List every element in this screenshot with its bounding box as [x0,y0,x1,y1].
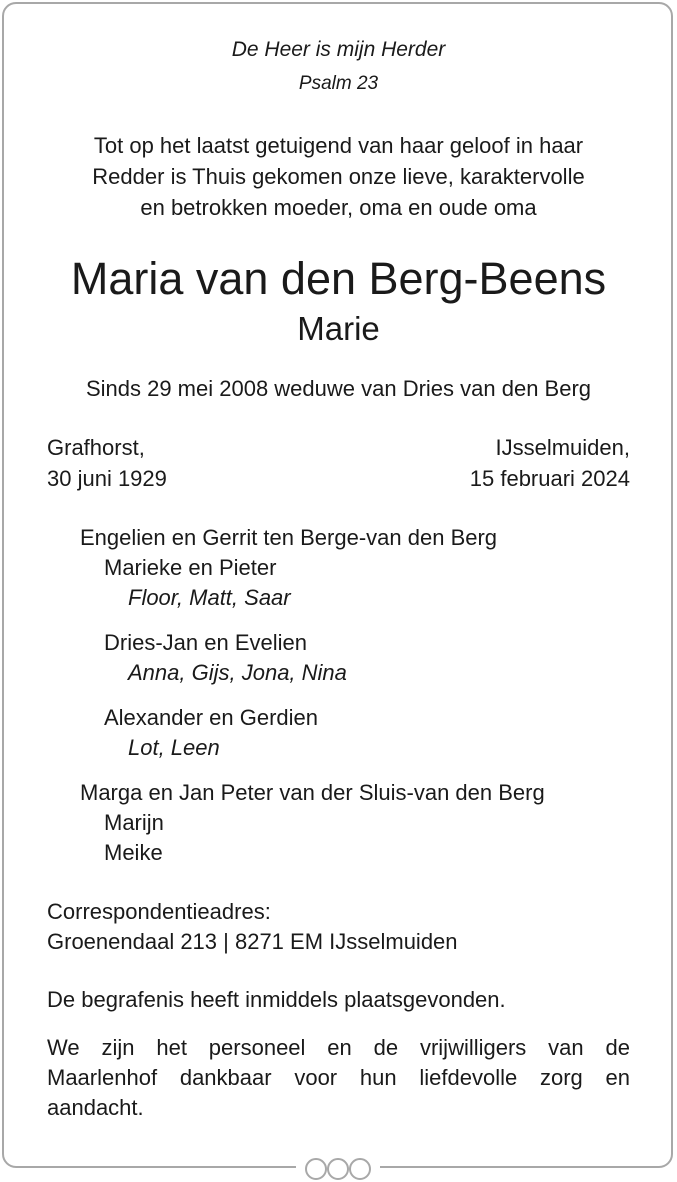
family-member: Marga en Jan Peter van der Sluis-van den Berg [80,780,545,805]
widow-note: Sinds 29 mei 2008 weduwe van Dries van den Berg [85,376,592,401]
family-member: Marieke en Pieter [104,555,277,580]
intro-line: Tot op het laatst getuigend van haar geloof in haar [93,133,584,158]
correspondence-street: Groenendaal 213 | 8271 EM IJsselmuiden [47,929,458,954]
thanks-text: We zijn het personeel en de vrijwilligers van de Maarlenhof dankbaar voor hun liefdevolle zorg en aandacht. [47,1035,630,1120]
family-member: Meike [104,840,163,865]
family-member: Marijn [104,810,164,835]
death-info [470,432,630,494]
intro-text [0,130,677,223]
correspondence-address [47,897,630,957]
death-place: IJsselmuiden, [495,435,630,460]
deceased-name: Maria van den Berg-Beens [70,253,607,304]
deceased-nickname: Marie [297,310,380,347]
motto: De Heer is mijn Herder [231,38,446,61]
grandchildren: Lot, Leen [128,735,220,760]
birth-date: 30 juni 1929 [47,466,167,491]
funeral-note: De begrafenis heeft inmiddels plaatsgevonden. [47,987,506,1012]
psalm-reference: Psalm 23 [298,73,379,94]
birth-info [47,432,167,494]
grandchildren: Floor, Matt, Saar [128,585,291,610]
correspondence-label: Correspondentieadres: [47,899,271,924]
grandchildren: Anna, Gijs, Jona, Nina [128,660,347,685]
intro-line: en betrokken moeder, oma en oude oma [140,195,537,220]
family-member: Alexander en Gerdien [104,705,319,730]
triple-ring-ornament-icon [296,1156,380,1182]
family-member: Engelien en Gerrit ten Berge-van den Berg [80,525,498,550]
intro-line: Redder is Thuis gekomen onze lieve, karaktervolle [92,164,585,189]
family-member: Dries-Jan en Evelien [104,630,307,655]
death-date: 15 februari 2024 [469,466,630,491]
birth-place: Grafhorst, [47,435,145,460]
